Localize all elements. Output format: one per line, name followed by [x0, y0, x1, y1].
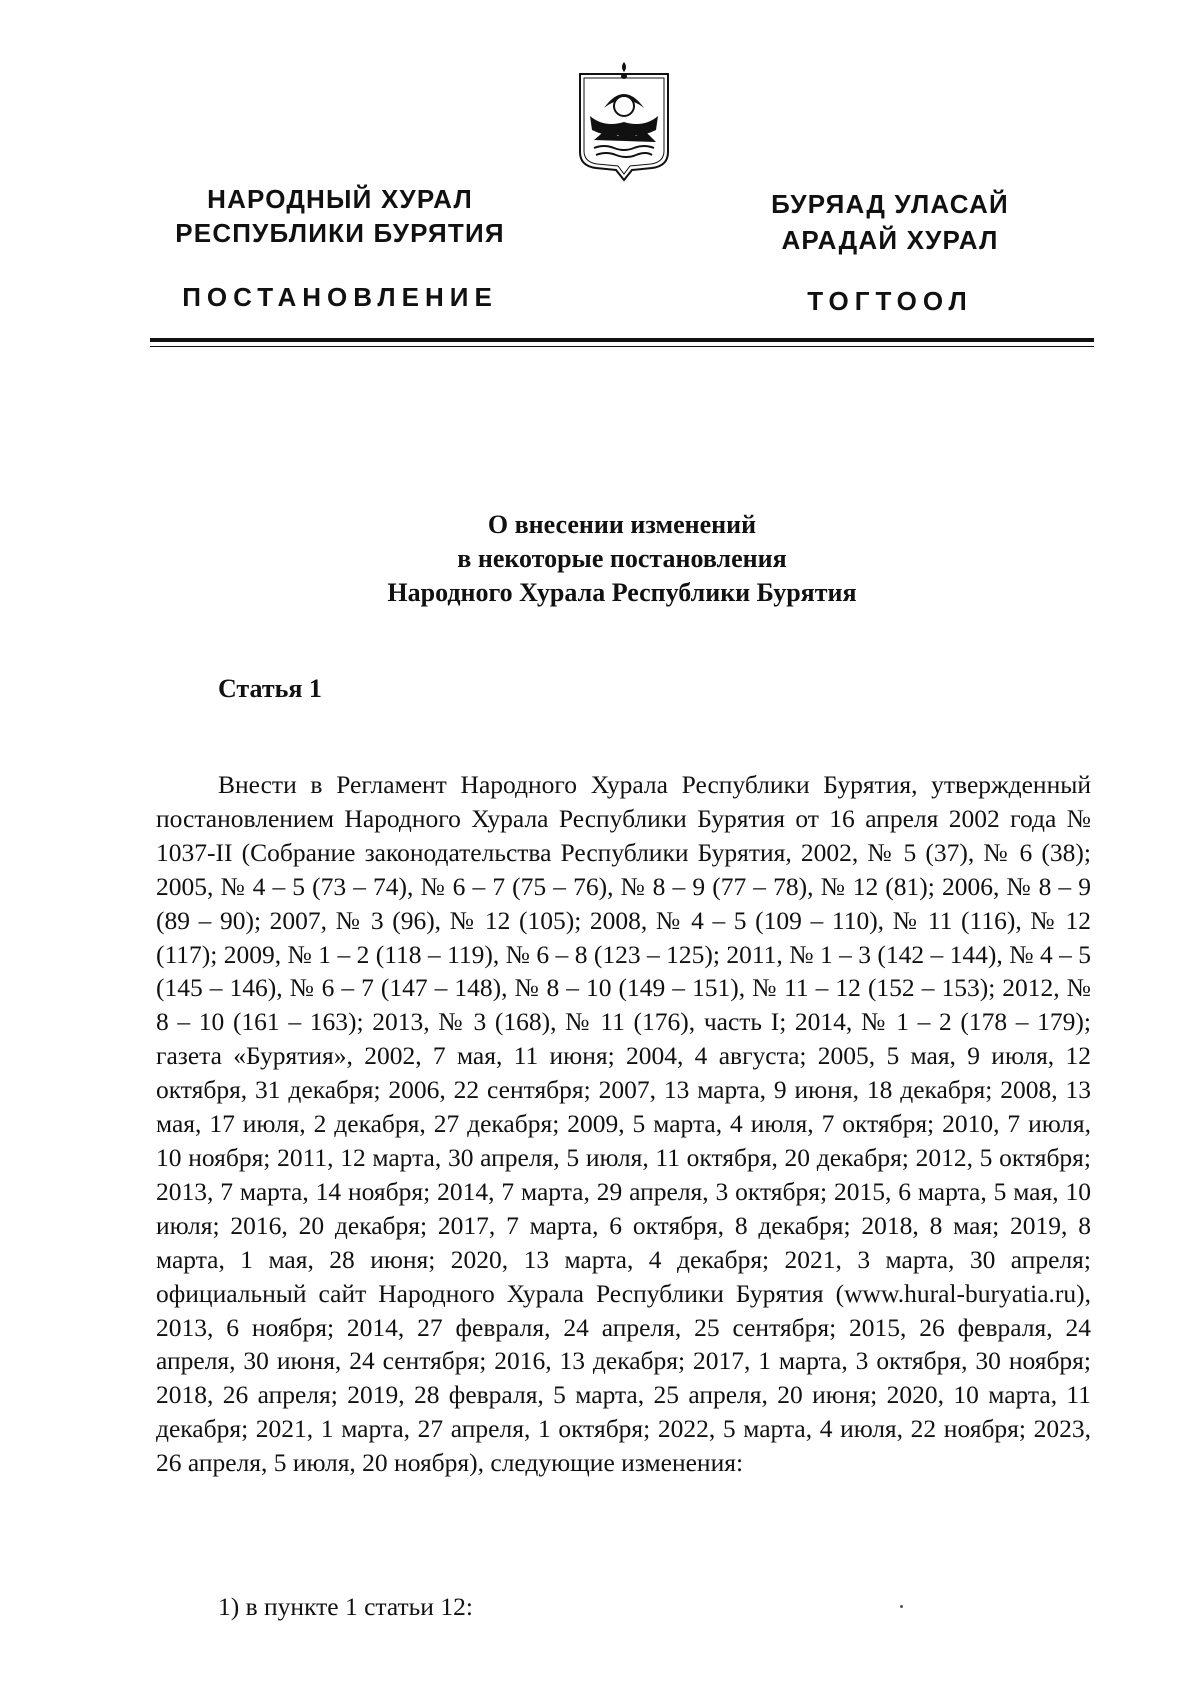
scan-speck [900, 1605, 903, 1608]
title-line-3: Народного Хурала Республики Бурятия [387, 578, 857, 607]
issuer-name-buryat [720, 186, 1060, 258]
issuer-line-2: РЕСПУБЛИКИ БУРЯТИЯ [175, 218, 505, 248]
title-line-1: О внесении изменений [487, 510, 757, 539]
title-line-2: в некоторые постановления [457, 544, 787, 573]
coat-of-arms-icon [574, 56, 674, 184]
issuer-buryat-line-1: БУРЯАД УЛАСАЙ [771, 189, 1009, 219]
issuer-buryat-line-2: АРАДАЙ ХУРАЛ [781, 225, 999, 255]
header-divider-thin [150, 346, 1094, 347]
article-body-paragraph: Внести в Регламент Народного Хурала Республики Бурятия, утвержденный постановлением Народного Хурала Республики Бурятия от 16 апреля 2002 года № 1037-II (Собрание законодательства Республики Бурятия, 2002, № 5 (37), № 6 (38); 2005, № 4 – 5 (73 – 74), № 6 – 7 (75 – 76), № 8 – 9 (77 – 78), № 12 (81); 2006, № 8 – 9 (89 – 90); 2007, № 3 (96), № 12 (105); 2008, № 4 – 5 (109 – 110), № 11 (116), № 12 (117); 2009, № 1 – 2 (118 – 119), № 6 – 8 (123 – 125); 2011, № 1 – 3 (142 – 144), № 4 – 5 (145 – 146), № 6 – 7 (147 – 148), № 8 – 10 (149 – 151), № 11 – 12 (152 – 153); 2012, № 8 – 10 (161 – 163); 2013, № 3 (168), № 11 (176), часть I; 2014, № 1 – 2 (178 – 179); газета «Бурятия», 2002, 7 мая, 11 июня; 2004, 4 августа; 2005, 5 мая, 9 июля, 12 октября, 31 декабря; 2006, 22 сентября; 2007, 13 марта, 9 июня, 18 декабря; 2008, 13 мая, 17 июля, 2 декабря, 27 декабря; 2009, 5 марта, 4 июля, 7 октября; 2010, 7 июля, 10 ноября; 2011, 12 марта, 30 апреля, 5 июля, 11 октября, 20 декабря; 2012, 5 октября; 2013, 7 марта, 14 ноября; 2014, 7 марта, 29 апреля, 3 октября; 2015, 6 марта, 5 мая, 10 июля; 2016, 20 декабря; 2017, 7 марта, 6 октября, 8 декабря; 2018, 8 мая; 2019, 8 марта, 1 мая, 28 июня; 2020, 13 марта, 4 декабря; 2021, 3 марта, 30 апреля; официальный сайт Народного Хурала Республики Бурятия (www.hural-buryatia.ru), 2013, 6 ноября; 2014, 27 февраля, 24 апреля, 25 сентября; 2015, 26 февраля, 24 апреля, 30 июня, 24 сентября; 2016, 13 декабря; 2017, 1 марта, 3 октября, 30 ноября; 2018, 26 апреля; 2019, 28 февраля, 5 марта, 25 апреля, 20 июня; 2020, 10 марта, 11 декабря; 2021, 1 марта, 27 апреля, 1 октября; 2022, 5 марта, 4 июля, 22 ноября; 2023, 26 апреля, 5 июля, 20 ноября), следующие изменения: [156, 770, 1091, 1478]
doc-type-russian: ПОСТАНОВЛЕНИЕ [182, 282, 498, 312]
list-item: 1) в пункте 1 статьи 12: [218, 1592, 473, 1621]
issuer-name-russian [150, 182, 530, 250]
header-divider-thick [150, 338, 1094, 342]
document-title [150, 508, 1094, 610]
doc-type-buryat: ТОГТООЛ [807, 286, 973, 316]
issuer-line-1: НАРОДНЫЙ ХУРАЛ [207, 184, 473, 214]
article-heading: Статья 1 [218, 674, 322, 703]
